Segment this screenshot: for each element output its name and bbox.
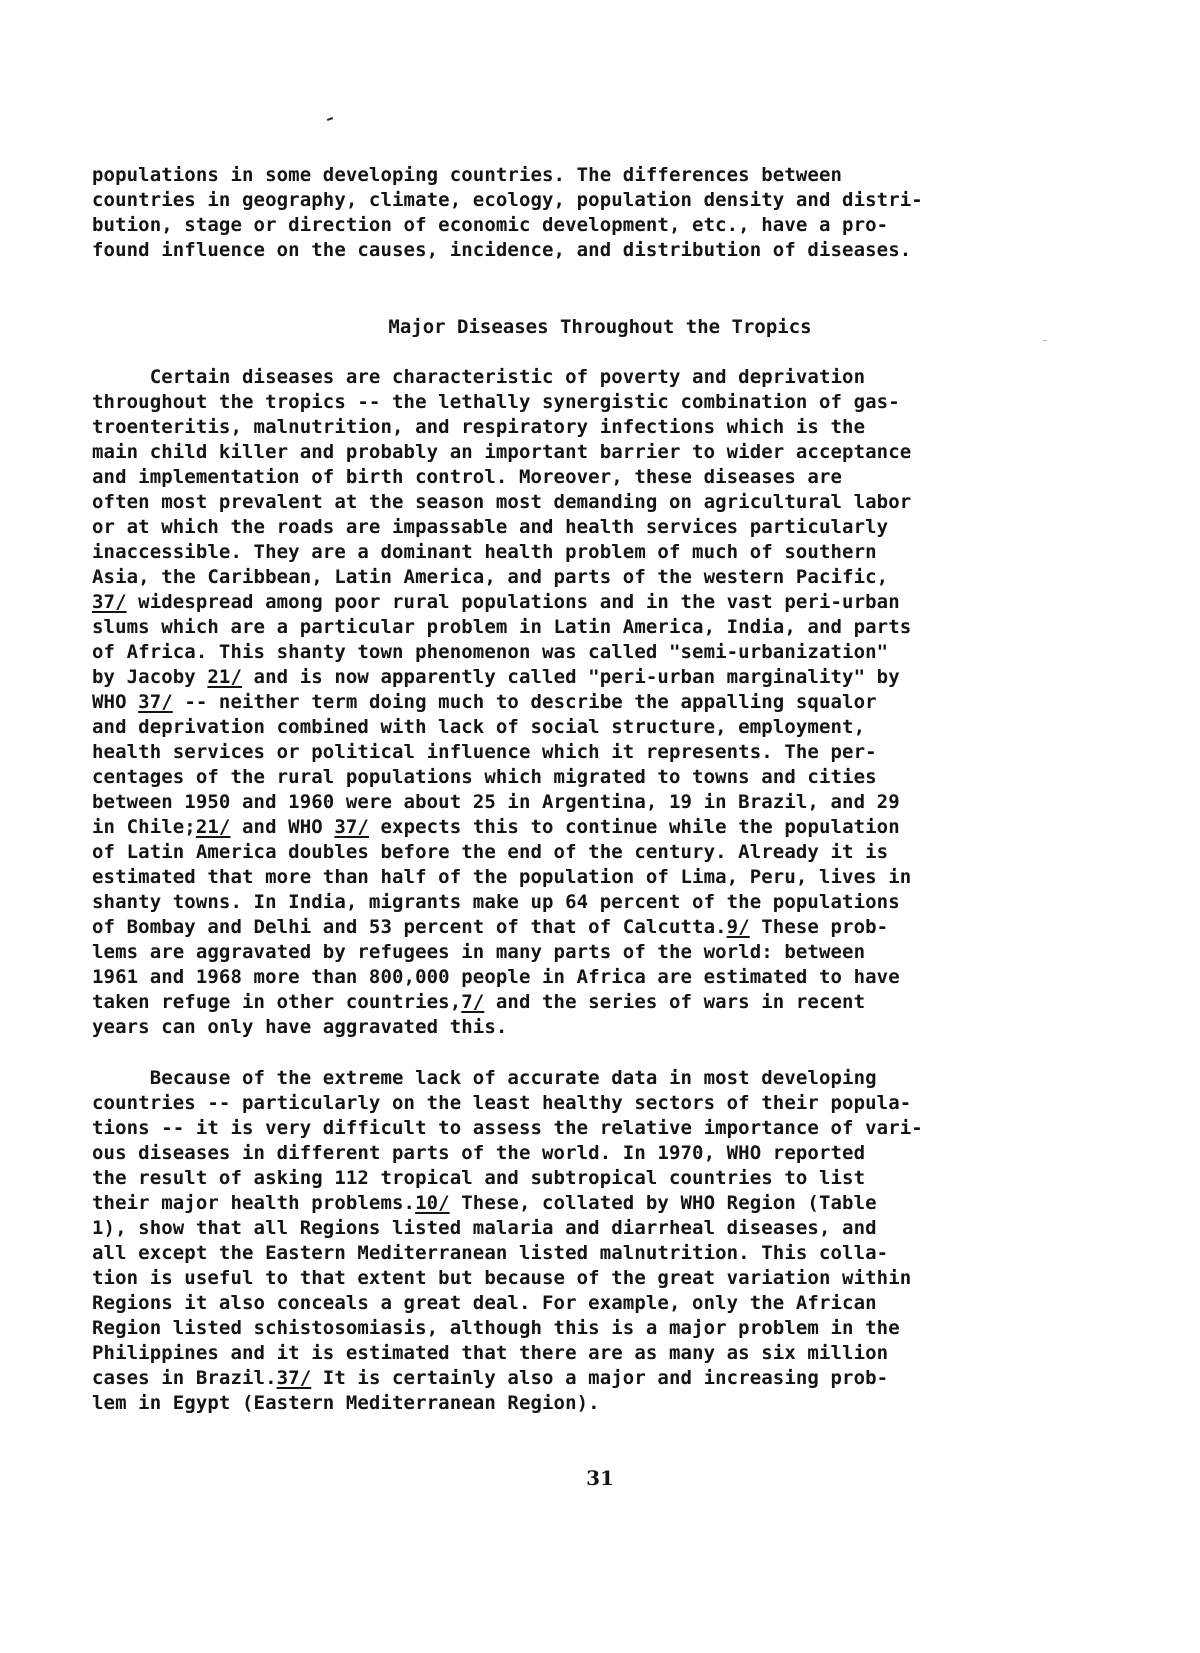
intro-paragraph	[92, 163, 923, 263]
text-line: tion is useful to that extent but because of the great variation within	[92, 1267, 912, 1289]
stray-mark-faint	[1043, 340, 1047, 341]
text-line: or at which the roads are impassable and health services particularly	[92, 516, 889, 538]
text-line: inaccessible. They are a dominant health problem of much of southern	[92, 541, 877, 563]
tropics-paragraph	[92, 365, 911, 1040]
text-line: Asia, the Caribbean, Latin America, and parts of the western Pacific,	[92, 566, 889, 588]
footnote-reference: 21/	[207, 666, 243, 688]
text-line: often most prevalent at the season most demanding on agricultural labor	[92, 491, 912, 513]
footnote-reference: 37/	[334, 816, 369, 838]
text-line: throughout the tropics -- the lethally synergistic combination of gas-	[92, 391, 900, 413]
text-line: estimated that more than half of the population of Lima, Peru, lives in	[92, 866, 912, 888]
text-line: lem in Egypt (Eastern Mediterranean Region).	[92, 1392, 600, 1414]
text-line: 1), show that all Regions listed malaria and diarrheal diseases, and	[92, 1217, 877, 1239]
text-line: years can only have aggravated this.	[92, 1016, 508, 1038]
text-line: their major health problems.10/ These, collated by WHO Region (Table	[92, 1192, 877, 1214]
text-line: and implementation of birth control. Moreover, these diseases are	[92, 466, 843, 488]
text-line: of Latin America doubles before the end of the century. Already it is	[92, 841, 889, 863]
text-line: 37/ widespread among poor rural populations and in the vast peri-urban	[92, 591, 900, 613]
page-number: 31	[586, 1466, 614, 1490]
text-line: Philippines and it is estimated that there are as many as six million	[92, 1342, 889, 1364]
data-paragraph	[92, 1066, 923, 1416]
text-line: found influence on the causes, incidence, and distribution of diseases.	[92, 239, 912, 261]
text-line: between 1950 and 1960 were about 25 in Argentina, 19 in Brazil, and 29	[92, 791, 900, 813]
section-heading: Major Diseases Throughout the Tropics	[388, 316, 812, 338]
text-line: in Chile;21/ and WHO 37/ expects this to continue while the population	[92, 816, 900, 838]
text-line: taken refuge in other countries,7/ and the series of wars in recent	[92, 991, 866, 1013]
text-line: the result of asking 112 tropical and subtropical countries to list	[92, 1167, 866, 1189]
text-line: countries in geography, climate, ecology, population density and distri-	[92, 189, 923, 211]
footnote-reference: 10/	[415, 1192, 450, 1214]
text-line: shanty towns. In India, migrants make up 64 percent of the populations	[92, 891, 900, 913]
text-line: all except the Eastern Mediterranean listed malnutrition. This colla-	[92, 1242, 889, 1264]
text-line: lems are aggravated by refugees in many parts of the world: between	[92, 941, 866, 963]
text-line: countries -- particularly on the least healthy sectors of their popula-	[92, 1092, 912, 1114]
text-line: Certain diseases are characteristic of poverty and deprivation	[92, 366, 866, 388]
footnote-reference: 37/	[138, 691, 173, 713]
text-line: WHO 37/ -- neither term doing much to describe the appalling squalor	[92, 691, 877, 713]
text-line: 1961 and 1968 more than 800,000 people in Africa are estimated to have	[92, 966, 900, 988]
text-line: populations in some developing countries. The differences between	[92, 164, 843, 186]
text-line: centages of the rural populations which migrated to towns and cities	[92, 766, 877, 788]
text-line: health services or political influence which it represents. The per-	[92, 741, 877, 763]
text-line: bution, stage or direction of economic development, etc., have a pro-	[92, 214, 889, 236]
footnote-reference: 37/	[92, 591, 127, 613]
text-line: and deprivation combined with lack of social structure, employment,	[92, 716, 866, 738]
stray-mark	[327, 117, 333, 121]
text-line: Regions it also conceals a great deal. For example, only the African	[92, 1292, 877, 1314]
footnote-reference: 37/	[276, 1367, 312, 1389]
text-line: of Africa. This shanty town phenomenon was called "semi-urbanization"	[92, 641, 889, 663]
text-line: tions -- it is very difficult to assess the relative importance of vari-	[92, 1117, 923, 1139]
text-line: Region listed schistosomiasis, although this is a major problem in the	[92, 1317, 900, 1339]
text-line: cases in Brazil.37/ It is certainly also a major and increasing prob-	[92, 1367, 889, 1389]
text-line: slums which are a particular problem in Latin America, India, and parts	[92, 616, 912, 638]
text-line: main child killer and probably an important barrier to wider acceptance	[92, 441, 912, 463]
footnote-reference: 7/	[461, 991, 485, 1013]
text-line: of Bombay and Delhi and 53 percent of that of Calcutta.9/ These prob-	[92, 916, 889, 938]
footnote-reference: 21/	[195, 816, 231, 838]
text-line: by Jacoby 21/ and is now apparently called "peri-urban marginality" by	[92, 666, 900, 688]
text-line: ous diseases in different parts of the world. In 1970, WHO reported	[92, 1142, 866, 1164]
text-line: Because of the extreme lack of accurate data in most developing	[92, 1067, 877, 1089]
footnote-reference: 9/	[726, 916, 750, 938]
text-line: troenteritis, malnutrition, and respiratory infections which is the	[92, 416, 866, 438]
